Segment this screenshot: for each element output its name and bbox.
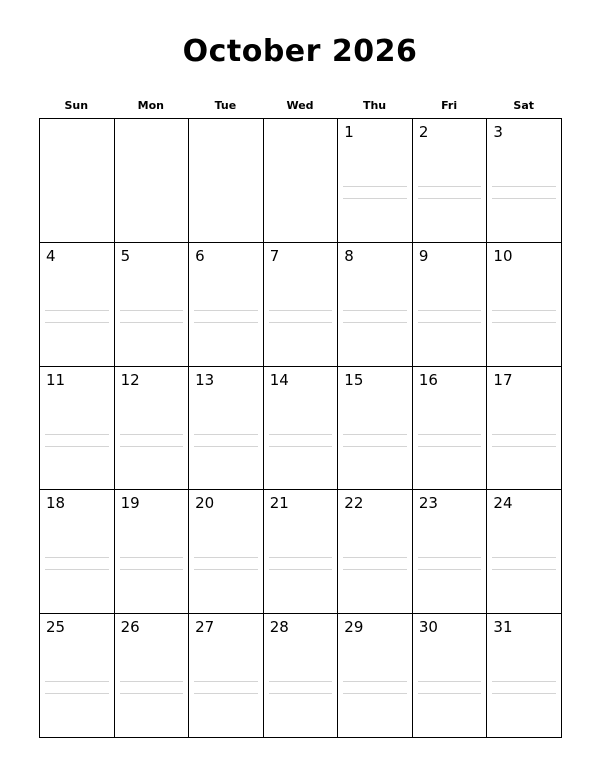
day-cell — [264, 243, 339, 367]
day-cell — [338, 614, 413, 738]
day-cell — [40, 119, 115, 243]
note-line — [269, 681, 333, 682]
day-number: 5 — [120, 246, 131, 265]
note-line — [194, 322, 258, 323]
note-line — [120, 557, 184, 558]
day-number: 22 — [344, 494, 364, 513]
note-line — [45, 681, 109, 682]
note-line — [194, 310, 258, 311]
day-number: 6 — [195, 246, 205, 265]
day-number: 21 — [269, 494, 289, 513]
day-cell — [487, 490, 562, 614]
day-number: 2 — [418, 123, 429, 141]
day-number: 12 — [120, 370, 140, 389]
day-number: 3 — [493, 123, 503, 141]
note-line — [492, 569, 556, 570]
day-number: 9 — [418, 246, 429, 265]
note-line — [418, 310, 482, 311]
day-cell — [413, 243, 488, 367]
note-line — [492, 446, 556, 447]
day-cell — [115, 490, 190, 614]
weekday-mon: Mon — [137, 99, 165, 112]
day-number: 1 — [344, 123, 354, 141]
day-cell — [264, 367, 339, 491]
note-line — [120, 693, 184, 694]
day-number: 19 — [120, 494, 140, 513]
day-number: 13 — [195, 370, 215, 389]
note-line — [418, 693, 482, 694]
day-cell — [487, 119, 562, 243]
day-cell — [487, 243, 562, 367]
day-number: 28 — [269, 618, 289, 637]
note-line — [492, 693, 556, 694]
note-line — [120, 446, 184, 447]
note-line — [194, 557, 258, 558]
day-cell — [115, 243, 190, 367]
note-line — [45, 434, 109, 435]
note-line — [120, 434, 184, 435]
note-line — [194, 693, 258, 694]
day-number: 7 — [269, 246, 280, 265]
day-cell — [40, 490, 115, 614]
day-cell — [487, 614, 562, 738]
day-number: 17 — [493, 370, 513, 389]
note-line — [45, 310, 109, 311]
note-line — [418, 446, 482, 447]
note-line — [418, 322, 482, 323]
note-line — [194, 446, 258, 447]
note-line — [120, 310, 184, 311]
day-number: 11 — [46, 370, 66, 389]
day-number: 29 — [344, 618, 364, 637]
note-line — [418, 569, 482, 570]
day-number: 23 — [418, 494, 438, 513]
day-number: 15 — [344, 370, 364, 389]
note-line — [492, 310, 556, 311]
day-number: 18 — [46, 494, 66, 513]
note-line — [343, 446, 407, 447]
note-line — [418, 681, 482, 682]
note-line — [45, 569, 109, 570]
note-line — [269, 434, 333, 435]
day-cell — [115, 119, 190, 243]
weekday-wed: Wed — [286, 99, 314, 112]
note-line — [418, 186, 482, 187]
day-cell — [264, 614, 339, 738]
weekday-thu: Thu — [362, 99, 387, 112]
day-cell — [189, 614, 264, 738]
day-cell — [189, 367, 264, 491]
day-cell — [264, 490, 339, 614]
note-line — [343, 322, 407, 323]
day-cell — [413, 367, 488, 491]
note-line — [45, 322, 109, 323]
note-line — [343, 681, 407, 682]
note-line — [492, 557, 556, 558]
day-cell — [413, 614, 488, 738]
note-line — [418, 557, 482, 558]
note-line — [492, 322, 556, 323]
day-cell — [338, 243, 413, 367]
note-line — [343, 198, 407, 199]
weekday-sat: Sat — [513, 99, 534, 112]
note-line — [120, 569, 184, 570]
day-cell — [40, 367, 115, 491]
note-line — [492, 198, 556, 199]
note-line — [418, 198, 482, 199]
note-line — [269, 693, 333, 694]
note-line — [120, 322, 184, 323]
weekday-header — [39, 98, 561, 114]
day-number: 26 — [120, 618, 140, 637]
day-number: 30 — [418, 618, 438, 637]
note-line — [269, 446, 333, 447]
note-line — [194, 434, 258, 435]
day-cell — [338, 367, 413, 491]
day-cell — [413, 490, 488, 614]
day-number: 27 — [195, 618, 215, 637]
day-cell — [487, 367, 562, 491]
note-line — [343, 693, 407, 694]
day-number: 24 — [493, 494, 513, 513]
day-number: 16 — [418, 370, 438, 389]
note-line — [343, 434, 407, 435]
note-line — [45, 693, 109, 694]
day-cell — [189, 490, 264, 614]
day-number: 14 — [269, 370, 289, 389]
day-cell — [338, 119, 413, 243]
note-line — [45, 557, 109, 558]
calendar-grid — [39, 118, 562, 738]
note-line — [45, 446, 109, 447]
day-number: 4 — [46, 246, 56, 265]
day-cell — [115, 367, 190, 491]
note-line — [269, 310, 333, 311]
day-cell — [338, 490, 413, 614]
note-line — [120, 681, 184, 682]
day-number: 8 — [344, 246, 354, 265]
day-cell — [413, 119, 488, 243]
note-line — [269, 322, 333, 323]
note-line — [194, 681, 258, 682]
note-line — [194, 569, 258, 570]
calendar-title: October 2026 — [182, 34, 418, 69]
note-line — [269, 557, 333, 558]
note-line — [418, 434, 482, 435]
note-line — [269, 569, 333, 570]
weekday-sun: Sun — [64, 99, 89, 112]
note-line — [492, 434, 556, 435]
note-line — [343, 557, 407, 558]
day-cell — [115, 614, 190, 738]
day-cell — [40, 243, 115, 367]
note-line — [343, 569, 407, 570]
note-line — [492, 186, 556, 187]
note-line — [343, 186, 407, 187]
note-line — [492, 681, 556, 682]
day-number: 20 — [195, 494, 215, 513]
day-cell — [40, 614, 115, 738]
note-line — [343, 310, 407, 311]
day-cell — [189, 119, 264, 243]
day-number: 25 — [46, 618, 66, 637]
day-cell — [264, 119, 339, 243]
day-cell — [189, 243, 264, 367]
weekday-tue: Tue — [214, 99, 237, 112]
day-number: 31 — [493, 618, 513, 637]
weekday-fri: Fri — [441, 99, 458, 112]
day-number: 10 — [493, 246, 513, 265]
